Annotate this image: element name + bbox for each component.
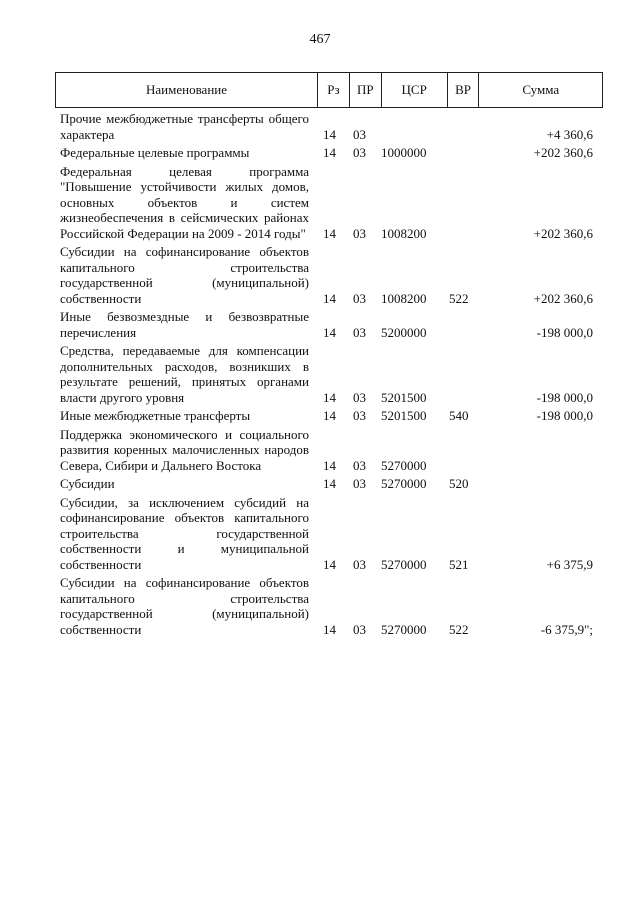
header-pr: ПР xyxy=(349,73,381,107)
row-csr: 5200000 xyxy=(381,324,427,340)
row-pr: 03 xyxy=(353,389,366,405)
row-pr: 03 xyxy=(353,290,366,306)
table-row xyxy=(55,476,603,492)
table-row xyxy=(55,408,603,424)
row-sum: +202 360,6 xyxy=(533,225,593,241)
table-header xyxy=(55,72,603,108)
row-rz: 14 xyxy=(323,457,336,473)
row-rz: 14 xyxy=(323,225,336,241)
row-csr: 5201500 xyxy=(381,408,427,423)
row-csr: 5270000 xyxy=(381,476,427,491)
table-body xyxy=(55,111,603,637)
table-row xyxy=(55,164,603,242)
table-row xyxy=(55,309,603,340)
budget-table xyxy=(55,72,603,640)
table-row xyxy=(55,244,603,306)
row-sum: -198 000,0 xyxy=(536,408,593,423)
row-rz: 14 xyxy=(323,126,336,142)
row-rz: 14 xyxy=(323,389,336,405)
row-name: Иные безвозмездные и безвозвратные перечисления xyxy=(60,309,309,340)
table-row xyxy=(55,145,603,161)
header-name: Наименование xyxy=(146,82,228,97)
row-name: Прочие межбюджетные трансферты общего характера xyxy=(60,111,309,142)
row-vr: 521 xyxy=(449,556,469,572)
row-rz: 14 xyxy=(323,408,336,423)
row-csr: 5270000 xyxy=(381,556,427,572)
row-name: Федеральная целевая программа "Повышение устойчивости жилых домов, основных объектов и систем жизнеобеспечения в сейсмических районах Российской Федерации на 2009 - 2014 годы" xyxy=(60,163,309,241)
table-row xyxy=(55,427,603,474)
row-vr: 540 xyxy=(449,408,469,423)
row-pr: 03 xyxy=(353,145,366,160)
row-rz: 14 xyxy=(323,290,336,306)
row-sum: +202 360,6 xyxy=(533,145,593,160)
row-pr: 03 xyxy=(353,225,366,241)
row-csr: 5270000 xyxy=(381,621,427,637)
row-csr: 1008200 xyxy=(381,225,427,241)
row-csr: 5201500 xyxy=(381,389,427,405)
row-vr: 522 xyxy=(449,621,469,637)
row-pr: 03 xyxy=(353,408,366,423)
row-vr: 520 xyxy=(449,476,469,491)
header-rz: Рз xyxy=(317,73,349,107)
table-row xyxy=(55,495,603,573)
row-sum: +6 375,9 xyxy=(546,556,593,572)
row-sum: -198 000,0 xyxy=(536,389,593,405)
row-name: Средства, передаваемые для компенсации дополнительных расходов, возникших в результате решений, принятых органами власти другого уровня xyxy=(60,343,309,405)
row-csr: 1008200 xyxy=(381,290,427,306)
row-name: Субсидии, за исключением субсидий на софинансирование объектов капитального строительства государственной собственности и муниципальной собственности xyxy=(60,494,309,572)
row-pr: 03 xyxy=(353,476,366,491)
row-rz: 14 xyxy=(323,324,336,340)
row-rz: 14 xyxy=(323,145,336,160)
row-name: Субсидии на софинансирование объектов капитального строительства государственной (муниципальной) собственности xyxy=(60,575,309,637)
header-vr: ВР xyxy=(447,73,479,107)
header-sum: Сумма xyxy=(478,73,602,107)
row-rz: 14 xyxy=(323,621,336,637)
row-sum: +4 360,6 xyxy=(546,126,593,142)
table-row xyxy=(55,343,603,405)
row-rz: 14 xyxy=(323,476,336,491)
row-pr: 03 xyxy=(353,556,366,572)
table-row xyxy=(55,575,603,637)
row-pr: 03 xyxy=(353,457,366,473)
row-name: Иные межбюджетные трансферты xyxy=(60,408,251,423)
row-name: Поддержка экономического и социального развития коренных малочисленных народов Севера, Сибири и Дальнего Востока xyxy=(60,426,309,473)
table-row xyxy=(55,111,603,142)
row-csr: 5270000 xyxy=(381,457,427,473)
row-sum: -6 375,9"; xyxy=(540,621,593,637)
row-sum: +202 360,6 xyxy=(533,290,593,306)
row-name: Субсидии xyxy=(60,476,115,491)
header-csr: ЦСР xyxy=(381,73,447,107)
row-csr: 1000000 xyxy=(381,145,427,160)
row-pr: 03 xyxy=(353,324,366,340)
row-name: Федеральные целевые программы xyxy=(60,145,250,160)
row-pr: 03 xyxy=(353,621,366,637)
row-rz: 14 xyxy=(323,556,336,572)
row-sum: -198 000,0 xyxy=(536,324,593,340)
row-name: Субсидии на софинансирование объектов капитального строительства государственной (муниципальной) собственности xyxy=(60,244,309,306)
row-pr: 03 xyxy=(353,126,366,142)
row-vr: 522 xyxy=(449,290,469,306)
page-number: 467 xyxy=(309,32,331,47)
